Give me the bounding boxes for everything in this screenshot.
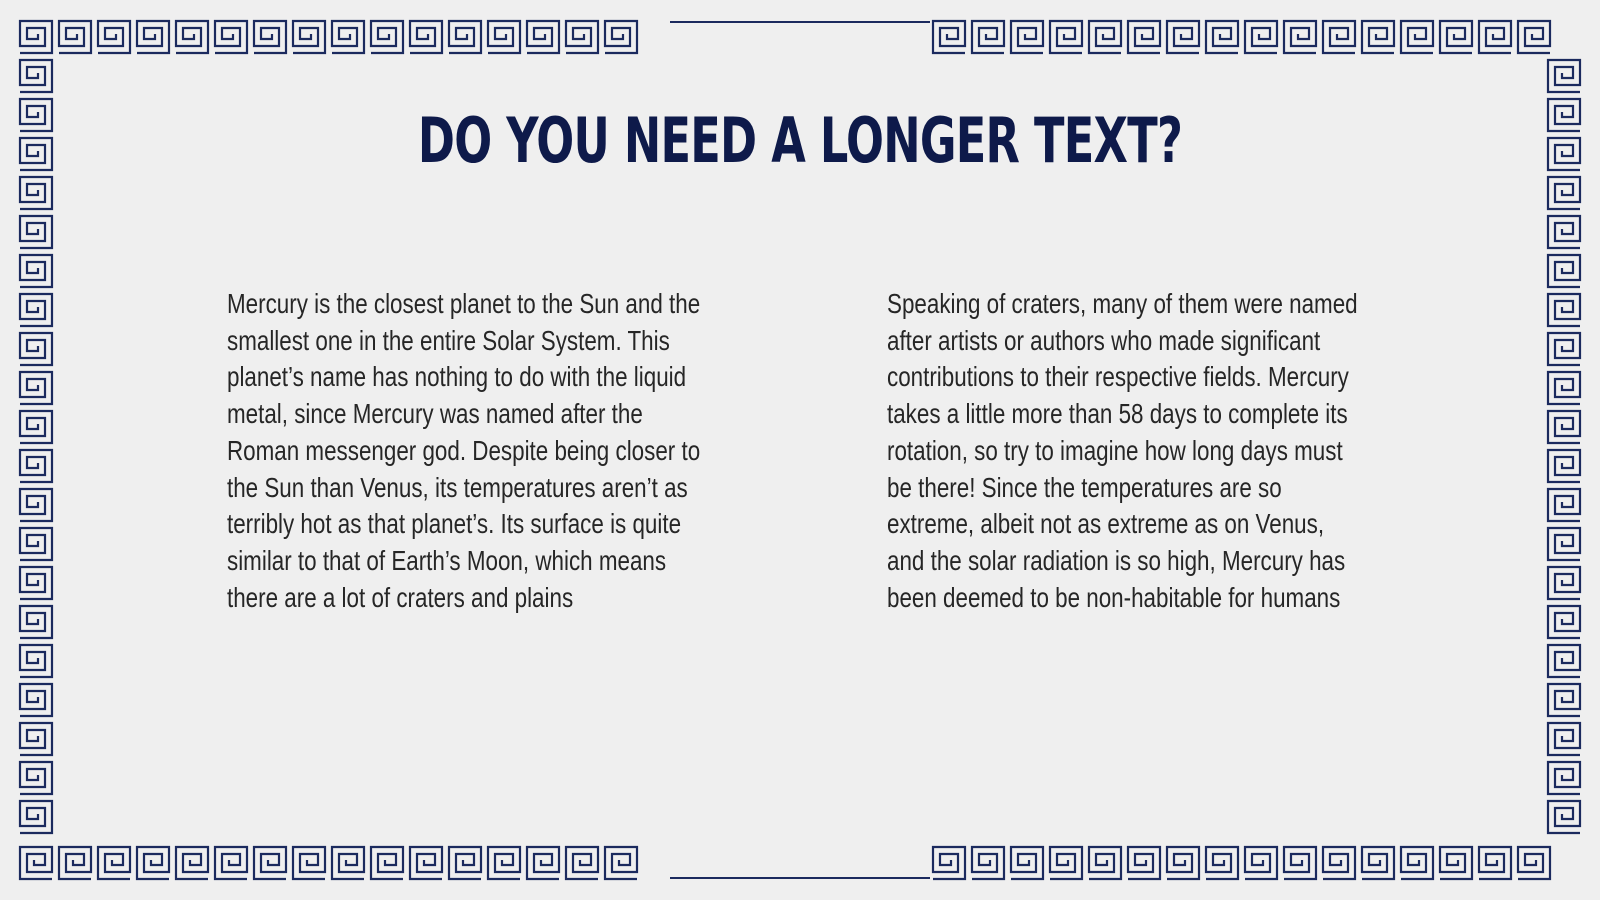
greek-key-tile <box>1011 21 1043 53</box>
greek-key-tile <box>137 21 169 53</box>
greek-key-tile <box>1089 847 1121 879</box>
greek-key-tile <box>1440 21 1472 53</box>
greek-key-tile <box>1548 411 1580 443</box>
greek-key-tile <box>20 723 52 755</box>
greek-key-tile <box>1206 847 1238 879</box>
greek-key-tile <box>20 684 52 716</box>
greek-key-tile <box>20 99 52 131</box>
greek-key-tile <box>1362 847 1394 879</box>
greek-key-tile <box>1548 528 1580 560</box>
greek-key-tile <box>1548 60 1580 92</box>
greek-key-tile <box>254 847 286 879</box>
greek-key-tile <box>1548 489 1580 521</box>
greek-key-tile <box>20 645 52 677</box>
slide-title: DO YOU NEED A LONGER TEXT? <box>417 104 1183 177</box>
greek-key-tile <box>1548 333 1580 365</box>
greek-key-tile <box>1284 847 1316 879</box>
greek-key-tile <box>1548 450 1580 482</box>
greek-key-tile <box>1050 847 1082 879</box>
greek-key-tile <box>933 21 965 53</box>
greek-key-tile <box>1548 723 1580 755</box>
greek-key-tile <box>527 21 559 53</box>
greek-key-tile <box>1401 21 1433 53</box>
greek-key-tile <box>1548 372 1580 404</box>
greek-key-tile <box>20 847 52 879</box>
greek-key-tile <box>1548 294 1580 326</box>
greek-key-tile <box>20 762 52 794</box>
left-text-column: Mercury is the closest planet to the Sun and the smallest one in the entire Solar System. This planet’s name has nothing to do with the liquid metal, since Mercury was named after the Roman messenger god. Despite being closer to the Sun than Venus, its temperatures aren’t as terribly hot as that planet’s. Its surface is quite similar to that of Earth’s Moon, which means there are a lot of craters and plains <box>227 288 701 613</box>
greek-key-tile <box>527 847 559 879</box>
greek-key-tile <box>20 606 52 638</box>
greek-key-tile <box>20 528 52 560</box>
greek-key-tile <box>20 294 52 326</box>
greek-key-tile <box>20 372 52 404</box>
greek-key-tile <box>20 21 52 53</box>
greek-key-tile <box>1518 847 1550 879</box>
greek-key-tile <box>566 847 598 879</box>
greek-key-tile <box>293 21 325 53</box>
greek-key-tile <box>371 847 403 879</box>
greek-key-tile <box>1011 847 1043 879</box>
greek-key-tile <box>1284 21 1316 53</box>
greek-key-tile <box>20 411 52 443</box>
greek-key-tile <box>371 21 403 53</box>
greek-key-tile <box>20 255 52 287</box>
greek-key-tile <box>1479 847 1511 879</box>
greek-key-tile <box>1128 847 1160 879</box>
greek-key-tile <box>1548 606 1580 638</box>
greek-key-tile <box>488 847 520 879</box>
greek-key-tile <box>1089 21 1121 53</box>
greek-key-tile <box>98 21 130 53</box>
greek-key-tile <box>605 847 637 879</box>
greek-key-tile <box>59 847 91 879</box>
greek-key-tile <box>176 21 208 53</box>
greek-key-tile <box>20 333 52 365</box>
greek-key-tile <box>20 60 52 92</box>
greek-key-tile <box>1050 21 1082 53</box>
greek-key-tile <box>254 21 286 53</box>
greek-key-tile <box>332 21 364 53</box>
greek-key-tile <box>1167 847 1199 879</box>
greek-key-tile <box>410 21 442 53</box>
greek-key-tile <box>410 847 442 879</box>
greek-key-tile <box>1548 801 1580 833</box>
greek-key-tile <box>1548 762 1580 794</box>
greek-key-tile <box>176 847 208 879</box>
greek-key-tile <box>1245 21 1277 53</box>
greek-key-tile <box>1518 21 1550 53</box>
greek-key-tile <box>20 138 52 170</box>
greek-key-tile <box>1548 684 1580 716</box>
greek-key-tile <box>98 847 130 879</box>
greek-key-tile <box>20 177 52 209</box>
greek-key-tile <box>20 567 52 599</box>
greek-key-tile <box>20 216 52 248</box>
greek-key-tile <box>449 21 481 53</box>
greek-key-tile <box>20 450 52 482</box>
greek-key-tile <box>972 847 1004 879</box>
greek-key-tile <box>1548 255 1580 287</box>
greek-key-tile <box>449 847 481 879</box>
greek-key-tile <box>1206 21 1238 53</box>
greek-key-tile <box>1548 216 1580 248</box>
greek-key-tile <box>1548 138 1580 170</box>
greek-key-tile <box>1128 21 1160 53</box>
greek-key-tile <box>59 21 91 53</box>
greek-key-tile <box>1548 645 1580 677</box>
greek-key-tile <box>488 21 520 53</box>
greek-key-tile <box>1548 177 1580 209</box>
greek-key-tile <box>1401 847 1433 879</box>
greek-key-tile <box>20 801 52 833</box>
greek-key-tile <box>972 21 1004 53</box>
greek-key-tile <box>933 847 965 879</box>
greek-key-tile <box>215 21 247 53</box>
greek-key-tile <box>1245 847 1277 879</box>
greek-key-tile <box>215 847 247 879</box>
greek-key-tile <box>1479 21 1511 53</box>
greek-key-tile <box>1362 21 1394 53</box>
right-text-column: Speaking of craters, many of them were named after artists or authors who made significant contributions to their respective fields. Mercury takes a little more than 58 days to complete its rotation, so try to imagine how long days must be there! Since the temperatures are so extreme, albeit not as extreme as on Venus, and the solar radiation is so high, Mercury has been deemed to be non-habitable for humans <box>887 288 1358 613</box>
greek-key-tile <box>1167 21 1199 53</box>
greek-key-tile <box>1440 847 1472 879</box>
greek-key-tile <box>1548 99 1580 131</box>
greek-key-tile <box>293 847 325 879</box>
greek-key-tile <box>605 21 637 53</box>
greek-key-tile <box>332 847 364 879</box>
greek-key-tile <box>1323 21 1355 53</box>
greek-key-tile <box>1323 847 1355 879</box>
greek-key-tile <box>137 847 169 879</box>
greek-key-tile <box>566 21 598 53</box>
greek-key-tile <box>20 489 52 521</box>
greek-key-tile <box>1548 567 1580 599</box>
